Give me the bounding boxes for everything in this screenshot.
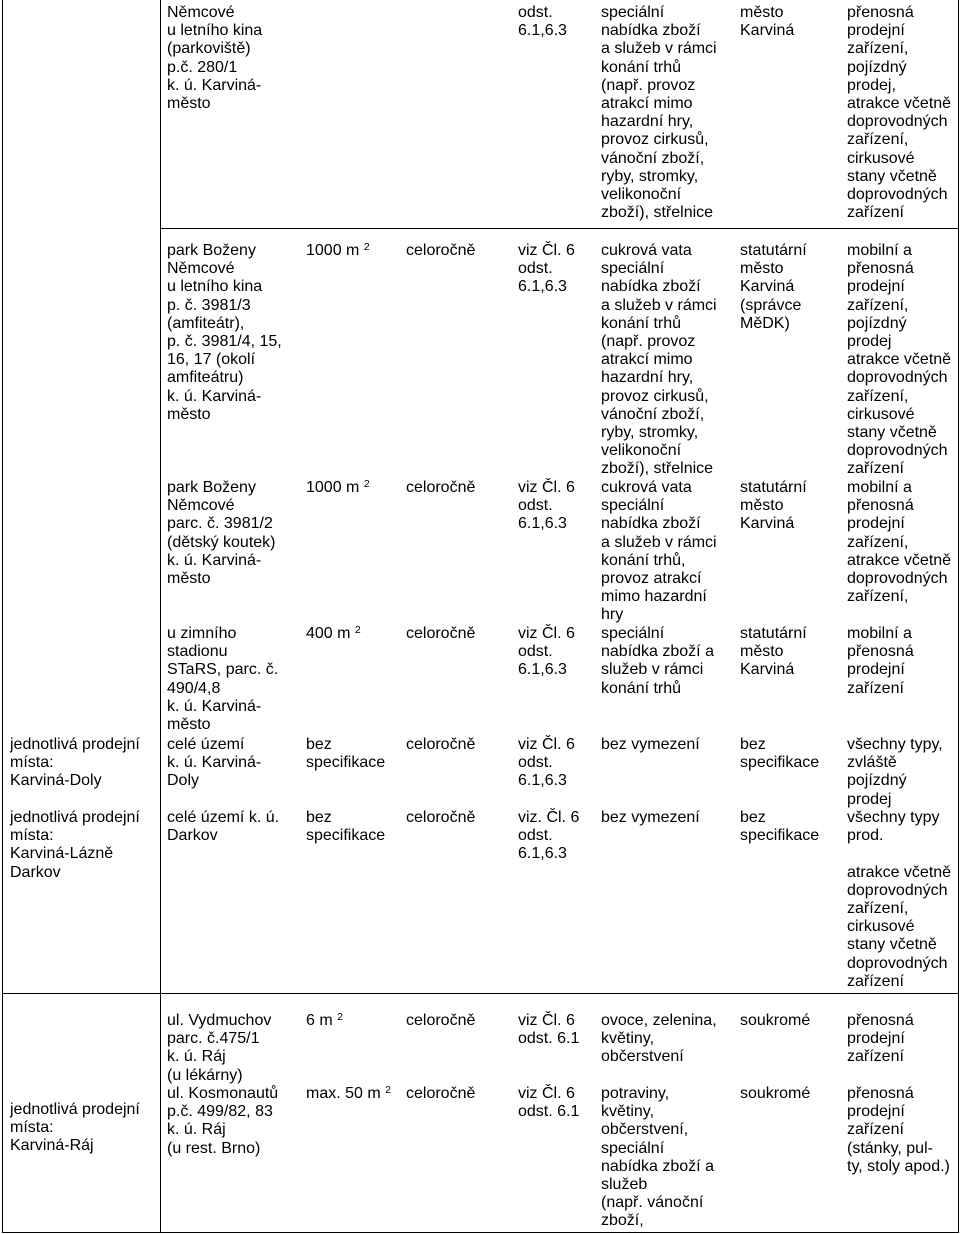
- operator-cell: statutární město Karviná (správce MěDK): [740, 242, 807, 332]
- period-cell: celoročně: [406, 479, 476, 496]
- area-value: 400 m: [306, 625, 351, 642]
- period-cell: celoročně: [406, 809, 476, 826]
- equipment-cell: mobilní a přenosná prodejní zařízení, pojízdný prodej atrakce včetně doprovodných zařízení, cirkusové stany včetně doprovodných zařízení: [847, 242, 952, 478]
- area-exponent: 2: [385, 1084, 391, 1096]
- reference-cell: viz Čl. 6 odst. 6.1: [518, 1012, 580, 1048]
- location-cell: Němcové u letního kina (parkoviště) p.č. 280/1 k. ú. Karviná- město: [167, 4, 263, 113]
- operator-cell: statutární město Karviná: [740, 479, 807, 533]
- operator-cell: bez specifikace: [740, 809, 820, 845]
- area-cell: [306, 242, 370, 260]
- area-cell: [306, 1085, 391, 1103]
- equipment-cell: přenosná prodejní zařízení (stánky, pul- ty, stoly apod.): [847, 1085, 950, 1175]
- equipment-cell: přenosná prodejní zařízení: [847, 1012, 914, 1066]
- reference-cell: viz Čl. 6 odst. 6.1: [518, 1085, 580, 1121]
- equipment-cell: mobilní a přenosná prodejní zařízení, atrakce včetně doprovodných zařízení,: [847, 479, 952, 606]
- goods-cell: speciální nabídka zboží a služeb v rámci konání trhů (např. provoz atrakcí mimo hazardní hry, provoz cirkusů, vánoční zboží, ryby, stromky, velikonoční zboží), střelnice: [601, 4, 717, 222]
- operator-cell: soukromé: [740, 1085, 811, 1102]
- table-border-left: [2, 0, 3, 1233]
- reference-cell: viz Čl. 6 odst. 6.1,6.3: [518, 242, 575, 296]
- area-value: max. 50 m: [306, 1085, 381, 1102]
- equipment-cell: všechny typy, zvláště pojízdný prodej: [847, 736, 943, 808]
- area-cell: bez specifikace: [306, 736, 386, 772]
- area-cell: bez specifikace: [306, 809, 386, 845]
- location-cell: celé území k. ú. Karviná- Doly: [167, 736, 262, 790]
- equipment-cell: přenosná prodejní zařízení, pojízdný prodej, atrakce včetně doprovodných zařízení, cirkusové stany včetně doprovodných zařízení: [847, 4, 952, 222]
- location-cell: ul. Kosmonautů p.č. 499/82, 83 k. ú. Ráj (u rest. Brno): [167, 1085, 279, 1157]
- area-value: 1000 m: [306, 242, 360, 259]
- equipment-cell: všechny typy prod. atrakce včetně doprovodných zařízení, cirkusové stany včetně doprovodných zařízení: [847, 809, 952, 990]
- reference-cell: viz Čl. 6 odst. 6.1,6.3: [518, 625, 575, 679]
- area-value: 6 m: [306, 1012, 333, 1029]
- area-exponent: 2: [363, 478, 370, 490]
- operator-cell: město Karviná: [740, 4, 795, 40]
- location-cell: ul. Vydmuchov parc. č.475/1 k. ú. Ráj (u lékárny): [167, 1012, 272, 1084]
- operator-cell: statutární město Karviná: [740, 625, 807, 679]
- location-cell: celé území k. ú. Darkov: [167, 809, 280, 845]
- table-border-bottom: [2, 1232, 959, 1233]
- location-cell: park Boženy Němcové u letního kina p. č. 3981/3 (amfiteátr), p. č. 3981/4, 15, 16, 17 (okolí amfiteátru) k. ú. Karviná- město: [167, 242, 282, 423]
- row-divider: [160, 228, 959, 229]
- reference-cell: odst. 6.1,6.3: [518, 4, 567, 40]
- period-cell: celoročně: [406, 242, 476, 259]
- area-cell: [306, 1012, 343, 1030]
- region-label-raj: jednotlivá prodejní místa: Karviná-Ráj: [10, 1101, 140, 1155]
- operator-cell: soukromé: [740, 1012, 811, 1029]
- area-value: 1000 m: [306, 479, 360, 496]
- goods-cell: ovoce, zelenina, květiny, občerstvení: [601, 1012, 717, 1066]
- table-border-right: [958, 0, 959, 1233]
- region-label-doly: jednotlivá prodejní místa: Karviná-Doly: [10, 736, 140, 790]
- reference-cell: viz Čl. 6 odst. 6.1,6.3: [518, 479, 575, 533]
- goods-cell: cukrová vata speciální nabídka zboží a služeb v rámci konání trhů (např. provoz atrakcí mimo hazardní hry, provoz cirkusů, vánoční zboží, ryby, stromky, velikonoční zboží), střelnice: [601, 242, 717, 478]
- reference-cell: viz Čl. 6 odst. 6.1,6.3: [518, 736, 575, 790]
- region-label-darkov: jednotlivá prodejní místa: Karviná-Lázně Darkov: [10, 809, 140, 881]
- area-exponent: 2: [363, 241, 370, 253]
- goods-cell: potraviny, květiny, občerstvení, speciální nabídka zboží a služeb (např. vánoční zboží,: [601, 1085, 714, 1230]
- area-exponent: 2: [337, 1011, 343, 1023]
- goods-cell: bez vymezení: [601, 736, 700, 753]
- goods-cell: cukrová vata speciální nabídka zboží a služeb v rámci konání trhů, provoz atrakcí mimo hazardní hry: [601, 479, 717, 624]
- reference-cell: viz. Čl. 6 odst. 6.1,6.3: [518, 809, 580, 863]
- location-cell: u zimního stadionu STaRS, parc. č. 490/4,8 k. ú. Karviná- město: [167, 625, 279, 734]
- period-cell: celoročně: [406, 1012, 476, 1029]
- goods-cell: bez vymezení: [601, 809, 700, 826]
- area-exponent: 2: [354, 624, 361, 636]
- location-cell: park Boženy Němcové parc. č. 3981/2 (dětský koutek) k. ú. Karviná- město: [167, 479, 276, 588]
- row-divider: [2, 993, 959, 994]
- period-cell: celoročně: [406, 1085, 476, 1102]
- equipment-cell: mobilní a přenosná prodejní zařízení: [847, 625, 914, 697]
- period-cell: celoročně: [406, 736, 476, 753]
- goods-cell: speciální nabídka zboží a služeb v rámci konání trhů: [601, 625, 714, 697]
- area-cell: [306, 625, 361, 643]
- period-cell: celoročně: [406, 625, 476, 642]
- operator-cell: bez specifikace: [740, 736, 820, 772]
- area-cell: [306, 479, 370, 497]
- column-divider: [160, 0, 161, 1233]
